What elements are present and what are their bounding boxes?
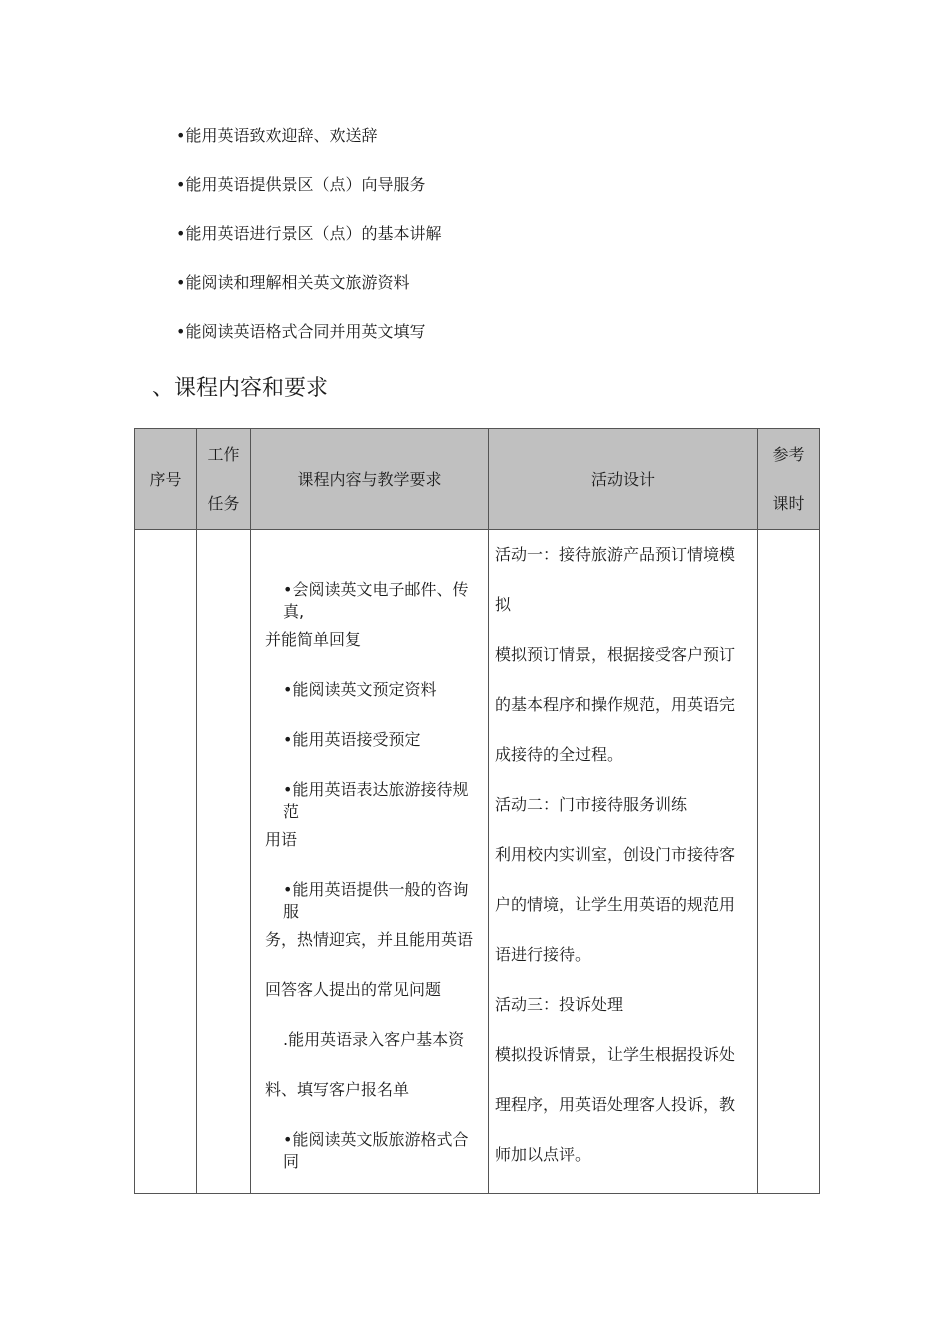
activity-line: 活动一：接待旅游产品预订情境模: [495, 545, 736, 564]
objective-item: •能阅读和理解相关英文旅游资料: [176, 273, 410, 292]
header-task-line1: 工作: [207, 445, 240, 464]
objective-item: •能用英语致欢迎辞、欢送辞: [176, 126, 378, 145]
header-seq: 序号: [135, 429, 197, 530]
cell-activities: [489, 530, 758, 1194]
requirement-line: .能用英语录入客户基本资: [283, 1030, 465, 1049]
requirement-line: 务，热情迎宾，并且能用英语: [265, 930, 474, 949]
cell-requirements: [251, 530, 489, 1194]
header-hours-line1: 参考: [772, 445, 805, 464]
course-table: [134, 428, 820, 1194]
cell-hours: [758, 530, 820, 1194]
requirement-line: •会阅读英文电子邮件、传真,: [283, 580, 469, 621]
header-hours: [758, 429, 820, 530]
requirement-line: 并能简单回复: [265, 630, 362, 649]
objectives-list: [176, 124, 441, 369]
activity-line: 活动三：投诉处理: [495, 995, 624, 1014]
objective-item: •能用英语进行景区（点）的基本讲解: [176, 224, 442, 243]
cell-task: [197, 530, 251, 1194]
requirement-line: •能阅读英文版旅游格式合同: [283, 1130, 469, 1171]
activity-line: 的基本程序和操作规范，用英语完: [495, 695, 736, 714]
activity-line: 模拟预订情景，根据接受客户预订: [495, 645, 736, 664]
section-title: 、课程内容和要求: [152, 376, 329, 401]
table-header-row: [135, 429, 820, 530]
requirement-line: 回答客人提出的常见问题: [265, 980, 442, 999]
activity-line: 活动二：门市接待服务训练: [495, 795, 688, 814]
requirement-line: •能用英语提供一般的咨询服: [283, 880, 469, 921]
requirement-line: 料、填写客户报名单: [265, 1080, 410, 1099]
header-task-line2: 任务: [207, 494, 240, 513]
objective-item: •能用英语提供景区（点）向导服务: [176, 175, 426, 194]
table-row: [135, 530, 820, 1194]
activity-line: 户的情境，让学生用英语的规范用: [495, 895, 736, 914]
activity-line: 利用校内实训室，创设门市接待客: [495, 845, 736, 864]
activity-line: 师加以点评。: [495, 1145, 592, 1164]
header-task: [197, 429, 251, 530]
requirement-line: •能用英语表达旅游接待规范: [283, 780, 469, 821]
activity-line: 拟: [495, 595, 512, 614]
activity-line: 理程序，用英语处理客人投诉，教: [495, 1095, 736, 1114]
requirement-line: •能阅读英文预定资料: [283, 680, 437, 699]
cell-seq: [135, 530, 197, 1194]
activity-line: 语进行接待。: [495, 945, 592, 964]
activity-line: 成接待的全过程。: [495, 745, 624, 764]
header-content: 课程内容与教学要求: [251, 429, 489, 530]
header-hours-line2: 课时: [772, 494, 805, 513]
requirement-line: 用语: [265, 830, 298, 849]
objective-item: •能阅读英语格式合同并用英文填写: [176, 322, 426, 341]
requirement-line: •能用英语接受预定: [283, 730, 421, 749]
activity-line: 模拟投诉情景，让学生根据投诉处: [495, 1045, 736, 1064]
header-activity: 活动设计: [489, 429, 758, 530]
